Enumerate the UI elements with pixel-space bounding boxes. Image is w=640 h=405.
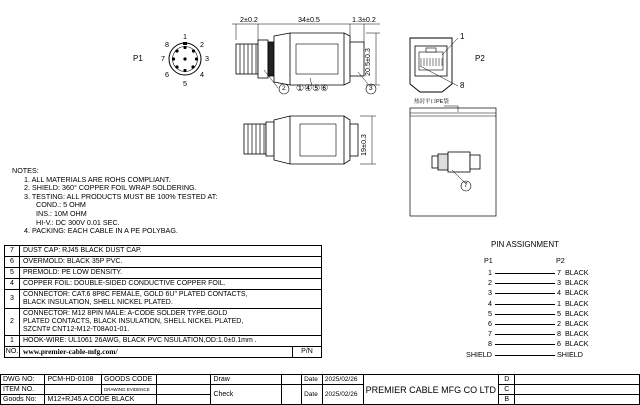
table-row xyxy=(5,290,322,309)
pin-assignment-title: PIN ASSIGNMENT xyxy=(491,240,560,249)
table-row xyxy=(5,257,322,268)
date-label-2: Date xyxy=(302,385,323,405)
callout-3: 3 xyxy=(369,85,373,92)
pin-assignment-list xyxy=(462,268,602,360)
pin-p1: 3 xyxy=(488,288,492,298)
dwg-no-value: PCM-HD-0108 xyxy=(45,375,102,385)
pin-row xyxy=(462,339,602,349)
pin-head-p1: P1 xyxy=(484,256,493,265)
pin-head-p2: P2 xyxy=(556,256,565,265)
m12-connector-side-view xyxy=(236,33,364,85)
dim-2mm: 2±0.2 xyxy=(240,15,258,24)
pin-face-label-3: 3 xyxy=(205,54,209,63)
pin-p2: 6 BLACK xyxy=(557,339,589,349)
pin-row xyxy=(462,278,602,288)
dwg-no-label: DWG NO: xyxy=(1,375,45,385)
pin-row-shield xyxy=(462,350,602,360)
pin-p2: 5 BLACK xyxy=(557,308,589,318)
dim-34mm: 34±0.5 xyxy=(298,15,320,24)
note-line: 1. ALL MATERIALS ARE ROHS COMPLIANT. xyxy=(24,174,171,184)
pin-p1: 2 xyxy=(488,278,492,288)
note-line: INS.: 10M OHM xyxy=(36,208,87,218)
pin-p2: 2 BLACK xyxy=(557,318,589,328)
table-row xyxy=(5,268,322,279)
pin-p1: 5 xyxy=(488,308,492,318)
item-no-label: ITEM NO. xyxy=(1,385,45,395)
notes-title: NOTES: xyxy=(12,166,39,175)
p1-label: P1 xyxy=(133,54,143,63)
pin-p1: 1 xyxy=(488,268,492,277)
note-line: 2. SHIELD: 360° COPPER FOIL WRAP SOLDERING. xyxy=(24,183,197,193)
rev-d: D xyxy=(499,375,515,385)
dim-20-5mm: 20.5±0.3 xyxy=(363,48,372,76)
pe-bag xyxy=(410,106,496,216)
note-line: COND.: 5 OHM xyxy=(36,200,86,210)
dim-1-3mm: 1.3±0.2 xyxy=(352,15,376,24)
pin-face-label-5: 5 xyxy=(183,79,187,88)
pin-p2: 4 BLACK xyxy=(557,288,589,298)
pin-p2: SHIELD xyxy=(557,349,583,359)
pin-row xyxy=(462,329,602,339)
row-no: 1 xyxy=(5,336,20,347)
dim-19mm: 19±0.3 xyxy=(359,134,368,156)
table-row xyxy=(5,336,322,347)
header-website: www.premier-cable-mfg.com/ xyxy=(20,347,293,358)
draw-label: Draw xyxy=(211,375,282,385)
callout-1-rj45: 1 xyxy=(460,32,465,41)
pin-row xyxy=(462,299,602,309)
table-row xyxy=(5,246,322,257)
pin-p1: 7 xyxy=(488,329,492,339)
table-row xyxy=(5,279,322,290)
rev-b: B xyxy=(499,395,515,405)
row-no: 7 xyxy=(5,246,20,257)
pin-row xyxy=(462,319,602,329)
bag-label: 热封平口PE袋 xyxy=(414,99,449,105)
pin-row xyxy=(462,288,602,298)
header-pn: P/N xyxy=(293,347,322,358)
note-line: HI-V.: DC 300V 0.01 SEC. xyxy=(36,217,120,227)
pin-p1: SHIELD xyxy=(466,349,492,359)
date-value: 2025/02/26 xyxy=(322,375,363,385)
pin-row xyxy=(462,268,602,278)
row-desc: OVERMOLD: BLACK 35P PVC. xyxy=(20,257,322,268)
callout-1456: ①④⑤⑥ xyxy=(296,83,329,93)
pin-face-label-4: 4 xyxy=(200,70,204,79)
row-desc: CONNECTOR: M12 8PIN MALE: A-CODE SOLDER TYPE.GOLD PLATED CONTACTS, BLACK INSULATION, SHELL NICKEL PLATED, SZCNT# CNT12-M12-T08A01-01. xyxy=(20,309,322,336)
note-line: 4. PACKING: EACH CABLE IN A PE POLYBAG. xyxy=(24,226,178,236)
pin-p2: 1 BLACK xyxy=(557,298,589,308)
pin-face-label-1: 1 xyxy=(183,32,187,41)
drawing-evidence-label: DRAWING EVIDENCE xyxy=(101,385,156,395)
callout-7: 7 xyxy=(464,182,468,189)
pin-p2: 3 BLACK xyxy=(557,278,589,288)
title-block xyxy=(0,374,640,405)
row-desc: DUST CAP: RJ45 BLACK DUST CAP. xyxy=(20,246,322,257)
materials-table xyxy=(4,245,322,358)
date-label: Date xyxy=(302,375,323,385)
cable-bottom-view xyxy=(244,116,376,164)
p2-label: P2 xyxy=(475,54,485,63)
note-line: 3. TESTING: ALL PRODUCTS MUST BE 100% TESTED AT: xyxy=(24,191,218,201)
table-header-row xyxy=(5,347,322,358)
row-desc: CONNECTOR: CAT.6 8P8C FEMALE, GOLD 6U" PLATED CONTACTS, BLACK INSULATION, SHELL NICKEL PLATED. xyxy=(20,290,322,309)
check-label: Check xyxy=(211,385,282,405)
date-value-2: 2025/02/26 xyxy=(322,385,363,405)
table-row xyxy=(5,309,322,336)
row-desc: HOOK-WIRE: UL1061 26AWG, BLACK PVC NSULATION,OD:1.0±0.1mm . xyxy=(20,336,322,347)
row-no: 4 xyxy=(5,279,20,290)
callout-8-rj45: 8 xyxy=(460,81,465,90)
pin-row xyxy=(462,309,602,319)
header-no: NO. xyxy=(5,347,20,358)
company-name: PREMIER CABLE MFG CO LTD xyxy=(363,375,498,405)
pin-face-label-7: 7 xyxy=(161,54,165,63)
pin-p2: 8 BLACK xyxy=(557,329,589,339)
row-no: 3 xyxy=(5,290,20,309)
row-desc: COPPER FOIL: DOUBLE-SIDED CONDUCTIVE COPPER FOIL. xyxy=(20,279,322,290)
notes-block xyxy=(12,167,217,236)
goods-no-label: Goods No: xyxy=(1,395,45,405)
row-no: 5 xyxy=(5,268,20,279)
pin-p1: 6 xyxy=(488,318,492,328)
row-no: 2 xyxy=(5,309,20,336)
pin-face-label-2: 2 xyxy=(200,40,204,49)
row-no: 6 xyxy=(5,257,20,268)
pin-face-label-6: 6 xyxy=(165,70,169,79)
row-desc: PREMOLD: PE LOW DENSITY. xyxy=(20,268,322,279)
pin-p1: 8 xyxy=(488,339,492,349)
pin-p1: 4 xyxy=(488,298,492,308)
callout-2: 2 xyxy=(282,85,286,92)
goods-no-value: M12+RJ45 A CODE BLACK xyxy=(45,395,156,405)
pin-p2: 7 BLACK xyxy=(557,268,589,277)
goods-code-label: GOODS CODE xyxy=(101,375,156,385)
pin-face-label-8: 8 xyxy=(165,40,169,49)
rev-c: C xyxy=(499,385,515,395)
rj45-front-view xyxy=(410,38,458,92)
